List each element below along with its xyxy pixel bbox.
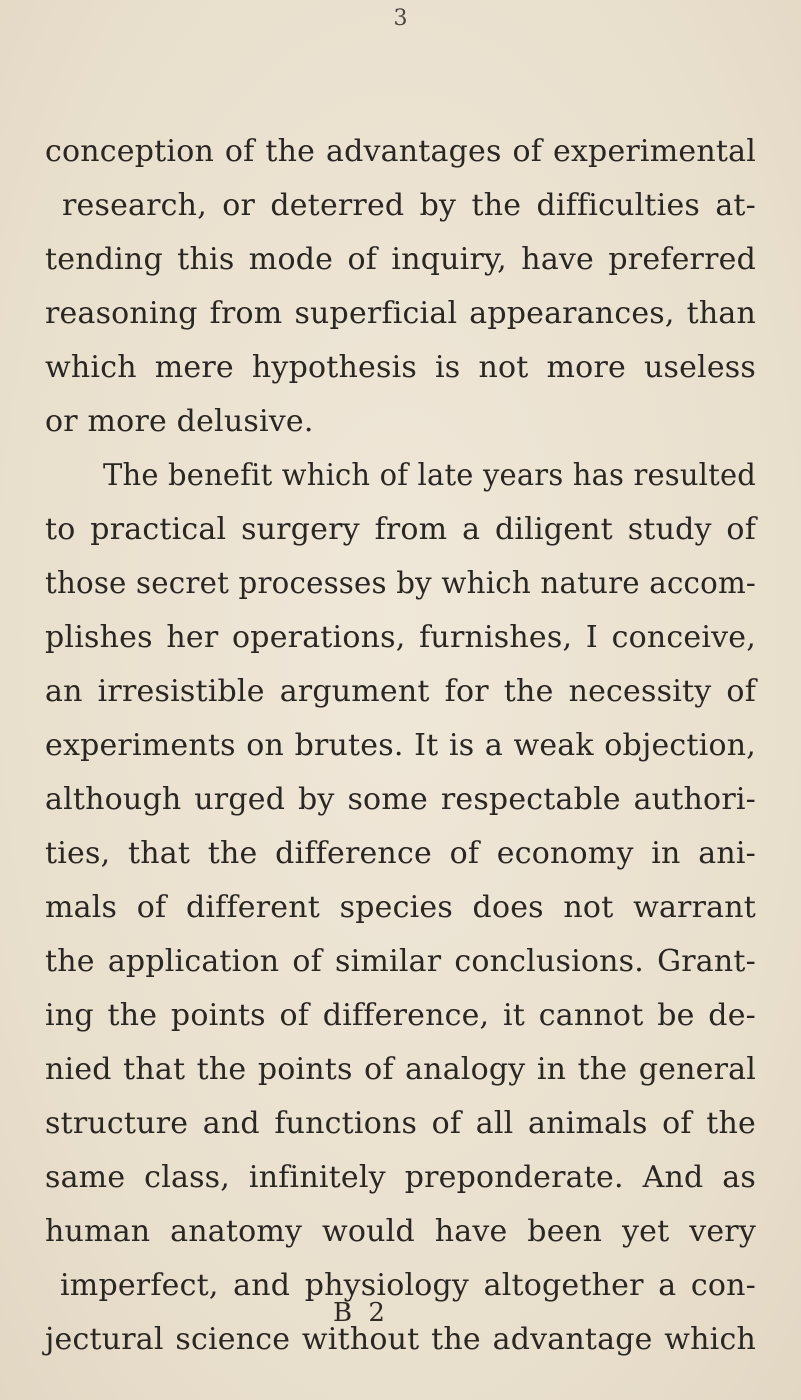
text-line: although urged by some respectable authori- — [45, 782, 756, 817]
text-line: research, or deterred by the difficulties at- — [62, 188, 756, 223]
text-line: tending this mode of inquiry, have preferred — [45, 242, 756, 277]
text-line: to practical surgery from a diligent study of — [45, 512, 756, 547]
text-line: which mere hypothesis is not more useless — [45, 350, 756, 385]
page-number: 3 — [393, 6, 408, 31]
text-line: ing the points of difference, it cannot be de- — [45, 998, 756, 1033]
signature-mark: B 2 — [333, 1298, 389, 1328]
text-line: human anatomy would have been yet very — [45, 1214, 756, 1249]
text-line: plishes her operations, furnishes, I conceive, — [45, 620, 756, 655]
text-line: The benefit which of late years has resulted — [103, 458, 756, 493]
text-line: or more delusive. — [45, 404, 314, 439]
text-line: those secret processes by which nature accom- — [45, 566, 756, 601]
text-line: the application of similar conclusions. Grant- — [45, 944, 756, 979]
text-line: mals of different species does not warrant — [45, 890, 756, 925]
text-line: ties, that the difference of economy in ani- — [45, 836, 756, 871]
text-line: structure and functions of all animals of the — [45, 1106, 756, 1141]
text-line: jectural science without the advantage which — [45, 1322, 756, 1357]
text-line: conception of the advantages of experimental — [45, 134, 756, 169]
text-line: nied that the points of analogy in the general — [45, 1052, 756, 1087]
text-line: same class, infinitely preponderate. And as — [45, 1160, 756, 1195]
text-line: an irresistible argument for the necessity of — [45, 674, 756, 709]
text-line: imperfect, and physiology altogether a con- — [60, 1268, 756, 1303]
text-line: reasoning from superficial appearances, than — [45, 296, 756, 331]
text-line: experiments on brutes. It is a weak objection, — [45, 728, 756, 763]
